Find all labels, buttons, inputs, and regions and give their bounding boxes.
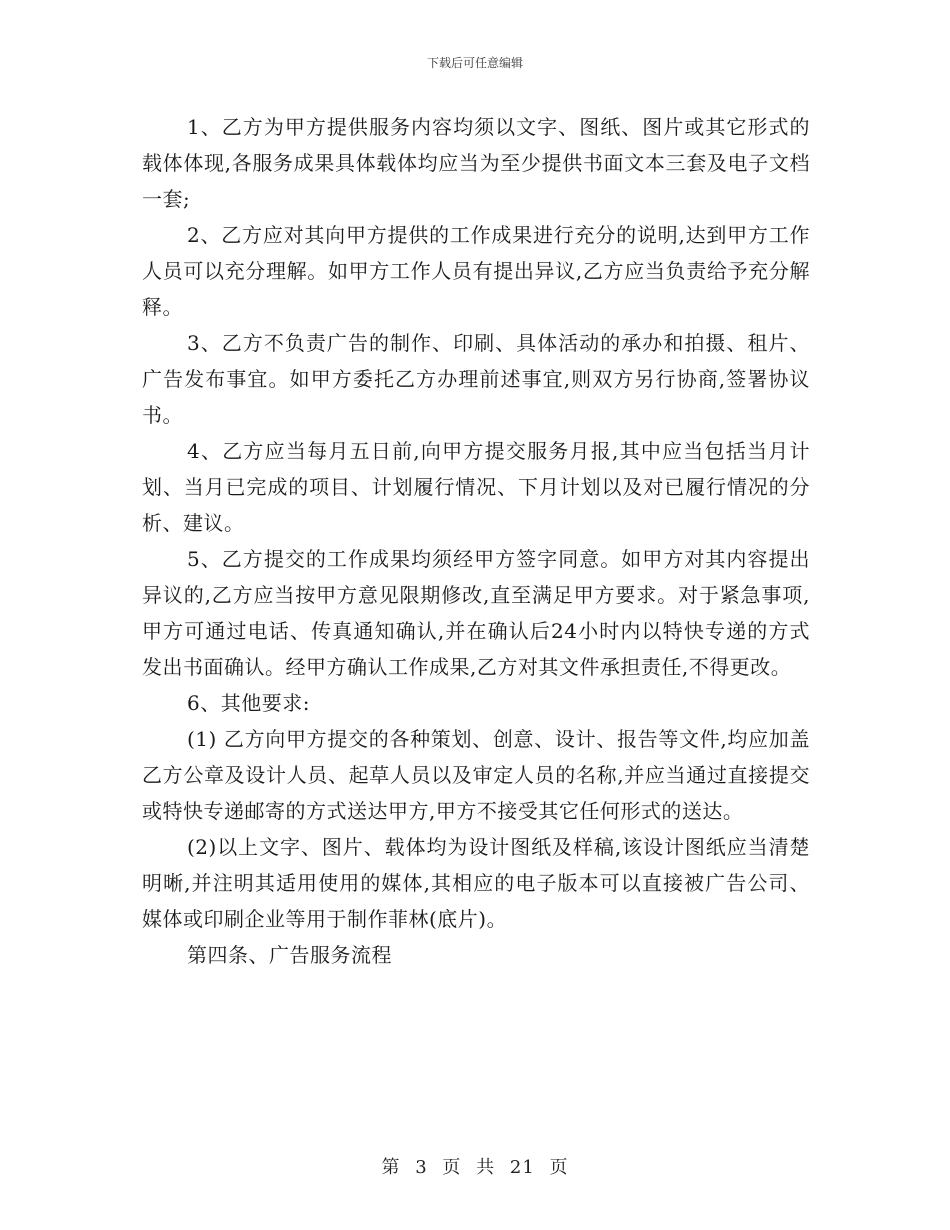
clause-6: 6、其他要求:	[187, 691, 310, 715]
total-prefix: 共	[476, 1157, 496, 1178]
page-label: 页	[442, 1157, 462, 1178]
document-body	[142, 109, 810, 973]
page-prefix: 第	[381, 1157, 401, 1178]
sub-clause-2: (2)以上文字、图片、载体均为设计图纸及样稿,该设计图纸应当清楚明晰,并注明其适用使用的媒体,其相应的电子版本可以直接被广告公司、媒体或印刷企业等用于制作菲林(底片)。	[142, 835, 810, 931]
current-page-number: 3	[415, 1157, 428, 1178]
clause-2: 2、乙方应对其向甲方提供的工作成果进行充分的说明,达到甲方工作人员可以充分理解。如甲方工作人员有提出异议,乙方应当负责给予充分解释。	[142, 223, 810, 319]
clause-4: 4、乙方应当每月五日前,向甲方提交服务月报,其中应当包括当月计划、当月已完成的项目、计划履行情况、下月计划以及对已履行情况的分析、建议。	[142, 439, 810, 535]
total-pages-number: 21	[509, 1157, 535, 1178]
page-header: 下载后可任意编辑	[426, 56, 523, 70]
section-heading: 第四条、广告服务流程	[187, 943, 392, 967]
clause-1: 1、乙方为甲方提供服务内容均须以文字、图纸、图片或其它形式的载体体现,各服务成果具体载体均应当为至少提供书面文本三套及电子文档一套;	[142, 115, 810, 211]
clause-3: 3、乙方不负责广告的制作、印刷、具体活动的承办和拍摄、租片、广告发布事宜。如甲方委托乙方办理前述事宜,则双方另行协商,签署协议书。	[142, 331, 810, 427]
page-footer	[0, 1153, 950, 1179]
clause-5: 5、乙方提交的工作成果均须经甲方签字同意。如甲方对其内容提出异议的,乙方应当按甲方意见限期修改,直至满足甲方要求。对于紧急事项,甲方可通过电话、传真通知确认,并在确认后24小时内以特快专递的方式发出书面确认。经甲方确认工作成果,乙方对其文件承担责任,不得更改。	[142, 547, 810, 679]
total-label: 页	[549, 1157, 569, 1178]
sub-clause-1: (1) 乙方向甲方提交的各种策划、创意、设计、报告等文件,均应加盖乙方公章及设计人员、起草人员以及审定人员的名称,并应当通过直接提交或特快专递邮寄的方式送达甲方,甲方不接受其它任何形式的送达。	[142, 727, 810, 823]
